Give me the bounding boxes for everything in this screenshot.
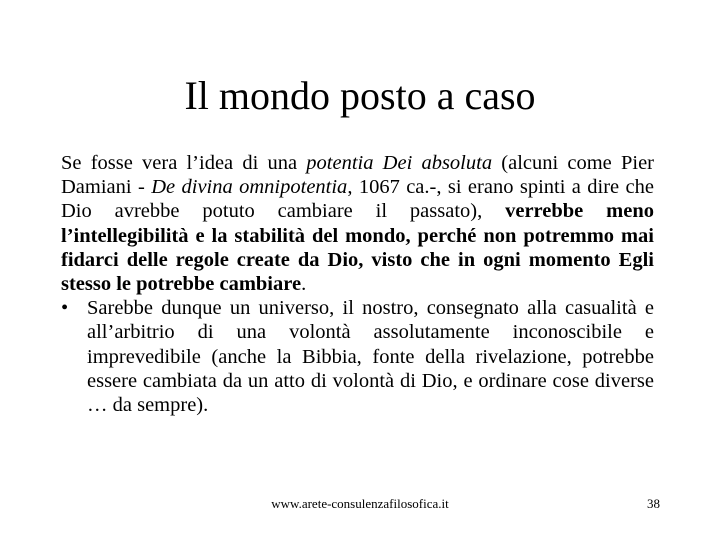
paragraph-text-1: Se fosse vera l’idea di una <box>61 152 307 174</box>
bullet-text: Sarebbe dunque un universo, il nostro, consegnato alla casualità e all’arbitrio di una volontà assolutamente inconoscibile e imprevedibile (anche la Bibbia, fonte della rivelazione, potrebbe essere cambiata da un atto di volontà di Dio, e ordinare cose diverse … da sempre). <box>87 297 654 417</box>
page-number: 38 <box>647 496 660 511</box>
footer-url: www.arete-consulenzafilosofica.it <box>271 496 449 511</box>
paragraph-italic-potentia: potentia Dei absoluta <box>306 152 493 174</box>
paragraph-text-2: (alcuni come Pier Damiani - <box>61 152 654 199</box>
slide-title: Il mondo posto a caso <box>184 73 536 118</box>
main-paragraph <box>61 151 654 296</box>
paragraph-text-4: . <box>301 273 307 296</box>
paragraph-bold-text: verrebbe meno l’intellegibilità e la stabilità del mondo, perché non potremmo mai fidarci delle regole create da Dio, visto che in ogni momento Egli stesso le potrebbe cambiare <box>61 200 654 296</box>
bullet-item <box>61 296 654 417</box>
paragraph-text-3: , 1067 ca.-, si erano spinti a dire che Dio avrebbe potuto cambiare il passato), <box>61 176 654 223</box>
paragraph-italic-de-divina: De divina omnipotentia <box>151 176 348 199</box>
slide-body <box>61 151 654 417</box>
bullet-icon: • <box>61 297 69 320</box>
